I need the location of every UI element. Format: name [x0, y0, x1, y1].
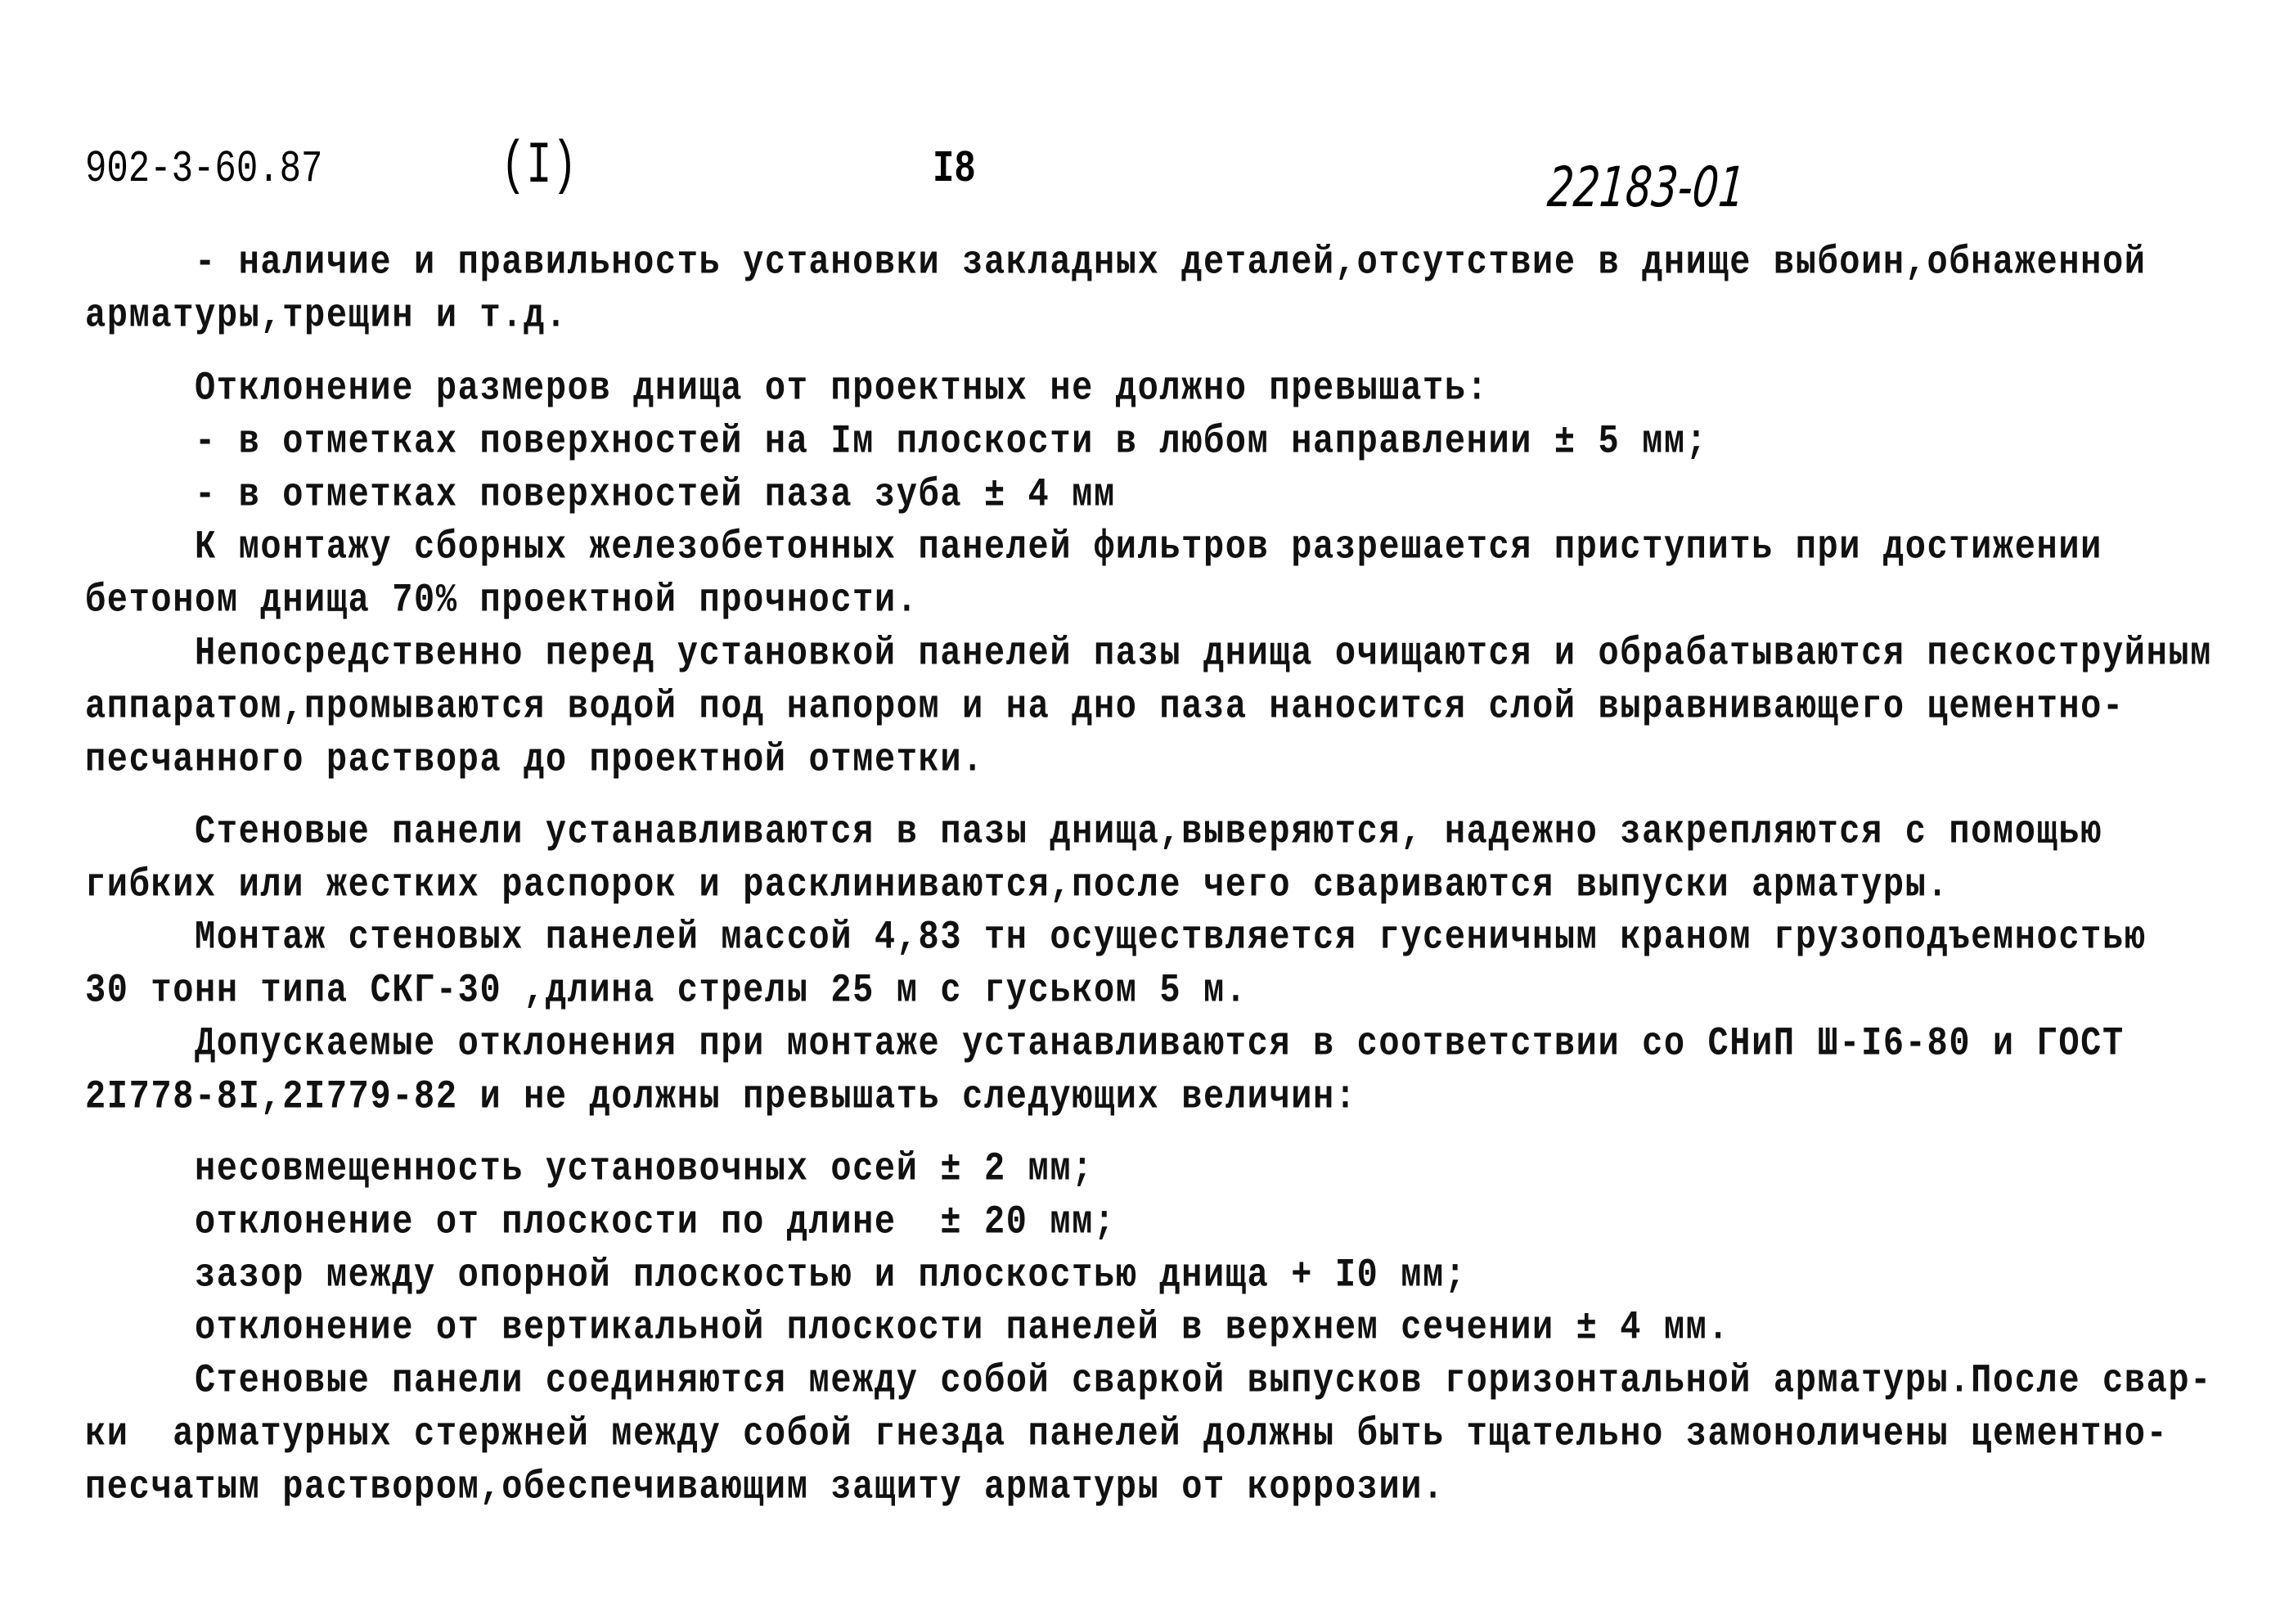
text-line: - наличие и правильность установки закладных деталей,отсутствие в днище выбоин,обнаженной: [195, 239, 2147, 286]
text-line: бетоном днища 70% проектной прочности.: [85, 577, 919, 623]
text-line: арматуры,трещин и т.д.: [85, 292, 568, 339]
text-line: Стеновые панели соединяются между собой сваркой выпусков горизонтальной арматуры.После свар-: [195, 1357, 2212, 1404]
text-line: Непосредственно перед установкой панелей пазы днища очищаются и обрабатываются пескоструйным: [195, 630, 2212, 677]
project-code: 902-3-60.87: [85, 144, 323, 196]
text-line: Монтаж стеновых панелей массой 4,83 тн осуществляется гусеничным краном грузоподъемностью: [195, 914, 2147, 960]
text-line: 2I778-8I,2I779-82 и не должны превышать следующих величин:: [85, 1073, 1357, 1120]
text-line: ки арматурных стержней между собой гнезда панелей должны быть тщательно замоноличены цементно-: [85, 1410, 2169, 1457]
text-line: отклонение от вертикальной плоскости панелей в верхнем сечении ± 4 мм.: [195, 1304, 1730, 1351]
text-line: Отклонение размеров днища от проектных не должно превышать:: [195, 365, 1489, 412]
text-line: - в отметках поверхностей на Iм плоскости в любом направлении ± 5 мм;: [195, 418, 1708, 465]
text-line: песчанного раствора до проектной отметки.: [85, 736, 984, 783]
text-line: Допускаемые отклонения при монтаже устанавливаются в соответствии со СНиП Ш-I6-80 и ГОСТ: [195, 1020, 2125, 1067]
text-line: К монтажу сборных железобетонных панелей фильтров разрешается приступить при достижении: [195, 524, 2102, 570]
text-line: песчатым раствором,обеспечивающим защиту арматуры от коррозии.: [85, 1464, 1445, 1510]
text-line: отклонение от плоскости по длине ± 20 мм;: [195, 1199, 1116, 1245]
document-number: 22183-01: [1545, 155, 1747, 220]
text-line: зазор между опорной плоскостью и плоскостью днища + I0 мм;: [195, 1252, 1467, 1298]
text-line: Стеновые панели устанавливаются в пазы днища,выверяются, надежно закрепляются с помощью: [195, 808, 2102, 855]
text-line: 30 тонн типа СКГ-30 ,длина стрелы 25 м с гуськом 5 м.: [85, 967, 1248, 1014]
page-number: I8: [933, 144, 976, 196]
text-line: гибких или жестких распорок и расклиниваются,после чего свариваются выпуски арматуры.: [85, 861, 1949, 908]
part-number: (I): [501, 133, 578, 200]
text-line: аппаратом,промываются водой под напором и на дно паза наносится слой выравнивающего цементно-: [85, 683, 2125, 730]
text-line: несовмещенность установочных осей ± 2 мм;: [195, 1145, 1094, 1192]
text-line: - в отметках поверхностей паза зуба ± 4 мм: [195, 471, 1116, 518]
